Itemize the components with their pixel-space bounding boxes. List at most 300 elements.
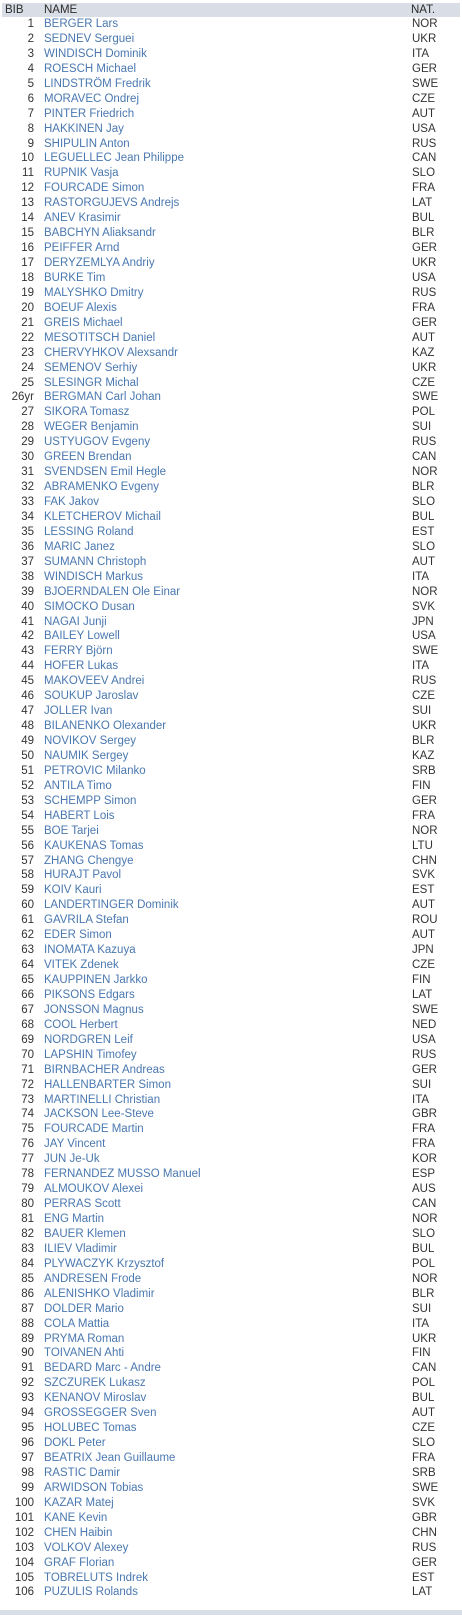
table-row — [2, 1391, 460, 1406]
table-row — [2, 1302, 460, 1317]
table-row — [2, 480, 460, 495]
nationality-code: AUT — [412, 1407, 435, 1420]
athlete-name-link[interactable]: ZHANG Chengye — [44, 854, 134, 867]
bib-number: 106 — [14, 1586, 34, 1599]
nationality-code: LAT — [412, 988, 433, 1001]
athlete-name-link[interactable]: PRYMA Roman — [44, 1332, 125, 1345]
bib-number: 57 — [21, 854, 34, 867]
bib-number: 11 — [22, 167, 34, 180]
nationality-code: NOR — [412, 824, 438, 837]
nationality-code: KAZ — [412, 749, 435, 762]
nationality-code: USA — [412, 630, 436, 643]
nationality-code: GER — [412, 62, 437, 75]
bib-number: 3 — [27, 47, 34, 60]
athlete-name-link[interactable]: FOURCADE Simon — [44, 182, 145, 195]
bib-number: 26yr — [11, 391, 34, 404]
athlete-name-link[interactable]: RASTORGUJEVS Andrejs — [44, 197, 180, 210]
table-row — [2, 525, 460, 540]
athlete-name-link[interactable]: LAPSHIN Timofey — [44, 1048, 137, 1061]
athlete-name-link[interactable]: BILANENKO Olexander — [44, 720, 167, 733]
nationality-code: ROU — [412, 914, 438, 927]
bib-number: 95 — [21, 1422, 34, 1435]
nationality-code: UKR — [412, 257, 437, 269]
athlete-name-link[interactable]: NAUMIK Sergey — [44, 749, 129, 762]
athlete-name-link[interactable]: ANEV Krasimir — [44, 212, 121, 225]
table-row — [2, 839, 460, 854]
table-row — [2, 779, 460, 794]
bib-number: 54 — [21, 809, 34, 822]
athlete-name-link[interactable]: KAZAR Matej — [44, 1496, 114, 1509]
bib-number: 58 — [21, 869, 34, 882]
athlete-name-link[interactable]: RUPNIK Vasja — [44, 167, 119, 180]
athlete-name-link[interactable]: GREIS Michael — [44, 316, 123, 329]
athlete-name-link[interactable]: BERGER Lars — [44, 18, 119, 30]
table-row — [2, 77, 460, 92]
table-row — [2, 794, 460, 809]
nationality-code: SWE — [412, 391, 439, 404]
athlete-name-link[interactable]: BOE Tarjei — [44, 824, 99, 837]
athlete-name-link[interactable]: GROSSEGGER Sven — [44, 1407, 157, 1420]
nationality-code: BLR — [412, 481, 435, 494]
table-row — [2, 898, 460, 913]
athlete-name-link[interactable]: KENANOV Miroslav — [44, 1392, 147, 1405]
bib-number: 102 — [14, 1526, 34, 1539]
bib-number: 88 — [21, 1317, 34, 1330]
athlete-name-link[interactable]: GREEN Brendan — [44, 451, 132, 464]
nationality-code: FRA — [412, 809, 435, 822]
nationality-column-header[interactable]: NAT. — [411, 4, 436, 16]
nationality-code: GER — [412, 242, 437, 255]
table-row — [2, 316, 460, 331]
table-row — [2, 1585, 460, 1600]
table-row — [2, 1197, 460, 1212]
nationality-code: RUS — [412, 137, 437, 150]
nationality-code: POL — [412, 1257, 436, 1270]
nationality-code: ITA — [412, 47, 430, 60]
nationality-code: FIN — [412, 974, 431, 986]
athlete-name-link[interactable]: FAK Jakov — [44, 496, 99, 508]
athlete-name-link[interactable]: MARTINELLI Christian — [44, 1093, 161, 1106]
table-row — [2, 1227, 460, 1242]
table-row — [2, 928, 460, 943]
bib-column-header[interactable]: BIB — [5, 4, 24, 16]
nationality-code: RUS — [412, 675, 437, 688]
athlete-name-link[interactable]: JAY Vincent — [44, 1138, 106, 1151]
bib-number: 22 — [21, 331, 34, 344]
athlete-name-link[interactable]: BJOERNDALEN Ole Einar — [44, 585, 181, 598]
athlete-name-link[interactable]: EDER Simon — [44, 929, 112, 942]
bib-number: 104 — [14, 1556, 34, 1569]
athlete-name-link[interactable]: SEMENOV Serhiy — [44, 361, 138, 374]
table-row — [2, 883, 460, 898]
bib-number: 49 — [21, 735, 34, 747]
athlete-name-link[interactable]: BURKE Tim — [44, 271, 106, 284]
athlete-name-link[interactable]: DOKL Peter — [44, 1437, 106, 1450]
table-row — [2, 1466, 460, 1481]
athlete-name-link[interactable]: GAVRILA Stefan — [44, 914, 129, 927]
athlete-name-link[interactable]: NOVIKOV Sergey — [44, 735, 137, 747]
nationality-code: SLO — [412, 496, 436, 508]
bib-number: 28 — [21, 421, 34, 434]
nationality-code: CZE — [412, 1422, 435, 1435]
athlete-name-link[interactable]: PETROVIC Milanko — [44, 764, 146, 777]
nationality-code: KAZ — [412, 346, 435, 359]
bib-number: 36 — [21, 540, 34, 553]
bib-number: 51 — [21, 764, 34, 777]
bib-number: 82 — [21, 1227, 34, 1240]
athlete-name-link[interactable]: SVENDSEN Emil Hegle — [44, 466, 167, 479]
nationality-code: EST — [412, 525, 435, 538]
bib-number: 17 — [21, 257, 34, 269]
nationality-code: ESP — [412, 1168, 436, 1181]
athlete-name-link[interactable]: ILIEV Vladimir — [44, 1242, 117, 1255]
bib-number: 71 — [21, 1063, 34, 1076]
nationality-code: NOR — [412, 585, 438, 598]
athlete-name-link[interactable]: NORDGREN Leif — [44, 1033, 133, 1046]
bib-number: 72 — [21, 1078, 34, 1091]
table-row — [2, 1272, 460, 1287]
athlete-name-link[interactable]: SOUKUP Jaroslav — [44, 690, 139, 703]
bib-number: 37 — [21, 555, 34, 568]
athlete-name-link[interactable]: JOLLER Ivan — [44, 705, 113, 718]
athlete-name-link[interactable]: BIRNBACHER Andreas — [44, 1063, 165, 1076]
athlete-name-link[interactable]: MAKOVEEV Andrei — [44, 675, 145, 688]
bib-number: 64 — [21, 959, 34, 972]
athlete-name-link[interactable]: GRAF Florian — [44, 1556, 115, 1569]
table-row — [2, 704, 460, 719]
nationality-code: CAN — [412, 451, 437, 464]
table-row — [2, 331, 460, 346]
table-row — [2, 1033, 460, 1048]
table-row — [2, 241, 460, 256]
bib-number: 19 — [21, 286, 34, 299]
athlete-name-link[interactable]: PERRAS Scott — [44, 1198, 121, 1211]
nationality-code: GBR — [412, 1511, 437, 1524]
athlete-name-link[interactable]: MALYSHKO Dmitry — [44, 286, 144, 299]
athlete-name-link[interactable]: KAUKENAS Tomas — [44, 839, 144, 852]
athlete-name-link[interactable]: FERRY Björn — [44, 645, 113, 658]
athlete-name-link[interactable]: SCHEMPP Simon — [44, 794, 137, 807]
bib-number: 25 — [21, 376, 34, 389]
athlete-name-link[interactable]: BAILEY Lowell — [44, 630, 120, 643]
table-row — [2, 1346, 460, 1361]
nationality-code: UKR — [412, 361, 437, 374]
nationality-code: ITA — [412, 1317, 430, 1330]
table-row — [2, 405, 460, 420]
nationality-code: GER — [412, 316, 437, 329]
athlete-name-link[interactable]: NAGAI Junji — [44, 615, 107, 628]
bib-number: 46 — [21, 690, 34, 703]
athlete-name-link[interactable]: ENG Martin — [44, 1213, 105, 1225]
nationality-code: BUL — [412, 212, 435, 225]
athlete-name-link[interactable]: JONSSON Magnus — [44, 1003, 144, 1016]
bib-number: 103 — [14, 1541, 34, 1554]
table-row — [2, 17, 460, 32]
athlete-name-link[interactable]: ABRAMENKO Evgeny — [44, 481, 160, 494]
athlete-name-link[interactable]: JACKSON Lee-Steve — [44, 1108, 154, 1121]
athlete-name-link[interactable]: BERGMAN Carl Johan — [44, 391, 161, 404]
bib-number: 91 — [21, 1362, 34, 1375]
athlete-name-link[interactable]: BABCHYN Aliaksandr — [44, 227, 156, 240]
bib-number: 83 — [21, 1242, 34, 1255]
bib-number: 14 — [21, 212, 34, 225]
bib-number: 66 — [21, 988, 34, 1001]
athlete-name-link[interactable]: LEGUELLEC Jean Philippe — [44, 152, 184, 165]
nationality-code: LAT — [412, 1586, 433, 1599]
athlete-name-link[interactable]: COOL Herbert — [44, 1018, 118, 1031]
athlete-name-link[interactable]: CHERVYHKOV Alexsandr — [44, 346, 179, 359]
nationality-code: BUL — [412, 510, 435, 523]
nationality-code: ITA — [412, 1093, 430, 1106]
table-row — [2, 644, 460, 659]
nationality-code: SVK — [412, 1496, 436, 1509]
table-row — [2, 1526, 460, 1541]
nationality-code: FRA — [412, 1123, 435, 1136]
bib-number: 47 — [21, 705, 34, 718]
athlete-name-link[interactable]: MARIC Janez — [44, 540, 115, 553]
table-row — [2, 1122, 460, 1137]
bib-number: 5 — [27, 77, 34, 90]
athlete-name-link[interactable]: BAUER Klemen — [44, 1227, 126, 1240]
athlete-name-link[interactable]: ALENISHKO Vladimir — [44, 1287, 155, 1300]
bib-number: 31 — [21, 466, 34, 479]
table-header-row — [2, 3, 460, 17]
nationality-code: BLR — [412, 735, 435, 747]
nationality-code: AUS — [412, 1183, 436, 1196]
athlete-name-link[interactable]: TOIVANEN Ahti — [44, 1347, 125, 1360]
table-row — [2, 450, 460, 465]
athlete-name-link[interactable]: VOLKOV Alexey — [44, 1541, 129, 1554]
athlete-name-link[interactable]: LESSING Roland — [44, 525, 134, 538]
bib-number: 15 — [21, 227, 34, 240]
athlete-name-link[interactable]: TOBRELUTS Indrek — [44, 1571, 148, 1584]
athlete-name-link[interactable]: COLA Mattia — [44, 1317, 110, 1330]
bib-number: 18 — [21, 271, 34, 284]
nationality-code: NOR — [412, 1213, 438, 1225]
table-row — [2, 62, 460, 77]
nationality-code: BLR — [412, 227, 435, 240]
athlete-name-link[interactable]: SHIPULIN Anton — [44, 137, 130, 150]
table-row — [2, 659, 460, 674]
nationality-code: SWE — [412, 1003, 439, 1016]
athlete-name-link[interactable]: JUN Je-Uk — [44, 1153, 100, 1166]
table-row — [2, 137, 460, 152]
bib-number: 89 — [21, 1332, 34, 1345]
bib-number: 60 — [21, 899, 34, 912]
athlete-name-link[interactable]: BEDARD Marc - Andre — [44, 1362, 161, 1375]
bib-number: 65 — [21, 974, 34, 986]
table-row — [2, 166, 460, 181]
nationality-code: SWE — [412, 645, 439, 658]
athlete-name-link[interactable]: HAKKINEN Jay — [44, 122, 124, 135]
table-row — [2, 1242, 460, 1257]
nationality-code: USA — [412, 1033, 436, 1046]
table-row — [2, 196, 460, 211]
bib-number: 105 — [14, 1571, 34, 1584]
bib-number: 94 — [21, 1407, 34, 1420]
table-row — [2, 151, 460, 166]
nationality-code: SRB — [412, 1466, 436, 1479]
bib-number: 27 — [21, 406, 34, 419]
table-row — [2, 1257, 460, 1272]
table-row — [2, 390, 460, 405]
athlete-name-link[interactable]: SIKORA Tomasz — [44, 406, 130, 419]
athlete-name-link[interactable]: ANTILA Timo — [44, 779, 112, 792]
athlete-name-link[interactable]: PINTER Friedrich — [44, 107, 135, 120]
athlete-name-link[interactable]: INOMATA Kazuya — [44, 944, 136, 957]
table-row — [2, 719, 460, 734]
table-row — [2, 1093, 460, 1108]
athlete-name-link[interactable]: SIMOCKO Dusan — [44, 600, 135, 613]
athlete-name-link[interactable]: CHEN Haibin — [44, 1526, 113, 1539]
nationality-code: USA — [412, 122, 436, 135]
nationality-code: GER — [412, 794, 437, 807]
bib-number: 8 — [27, 122, 34, 135]
nationality-code: CAN — [412, 152, 437, 165]
nationality-code: GBR — [412, 1108, 437, 1121]
bib-number: 77 — [21, 1153, 34, 1166]
nationality-code: FRA — [412, 1138, 435, 1151]
bib-number: 53 — [21, 794, 34, 807]
athlete-name-link[interactable]: KANE Kevin — [44, 1511, 108, 1524]
table-row — [2, 600, 460, 615]
athlete-name-link[interactable]: PUZULIS Rolands — [44, 1586, 138, 1599]
athlete-name-link[interactable]: LINDSTRÖM Fredrik — [44, 77, 151, 90]
nationality-code: EST — [412, 1571, 435, 1584]
bib-number: 73 — [21, 1093, 34, 1106]
athlete-name-link[interactable]: SLESINGR Michal — [44, 376, 139, 389]
nationality-code: SUI — [412, 421, 432, 434]
nationality-code: UKR — [412, 720, 437, 733]
athlete-name-link[interactable]: WINDISCH Markus — [44, 570, 144, 583]
table-row — [2, 1406, 460, 1421]
athlete-name-link[interactable]: HABERT Lois — [44, 809, 115, 822]
bib-number: 63 — [21, 944, 34, 957]
table-footer-bar — [0, 1610, 462, 1615]
bib-number: 74 — [21, 1108, 34, 1121]
name-column-header[interactable]: NAME — [44, 4, 78, 16]
table-row — [2, 988, 460, 1003]
athlete-name-link[interactable]: HOFER Lukas — [44, 660, 119, 673]
nationality-code: AUT — [412, 899, 435, 912]
table-row — [2, 674, 460, 689]
athlete-name-link[interactable]: RASTIC Damir — [44, 1466, 121, 1479]
nationality-code: RUS — [412, 1048, 437, 1061]
bib-number: 97 — [21, 1452, 34, 1464]
table-row — [2, 1556, 460, 1571]
nationality-code: SLO — [412, 1227, 436, 1240]
athlete-name-link[interactable]: FOURCADE Martin — [44, 1123, 144, 1136]
athlete-name-link[interactable]: PEIFFER Arnd — [44, 242, 120, 255]
athlete-name-link[interactable]: HOLUBEC Tomas — [44, 1422, 137, 1435]
athlete-name-link[interactable]: SEDNEV Serguei — [44, 32, 135, 45]
nationality-code: CHN — [412, 1526, 437, 1539]
bib-number: 9 — [27, 137, 34, 150]
start-list-table — [2, 3, 460, 1600]
table-row — [2, 540, 460, 555]
bib-number: 42 — [21, 630, 34, 643]
athlete-name-link[interactable]: WEGER Benjamin — [44, 421, 139, 434]
nationality-code: RUS — [412, 436, 437, 449]
table-row — [2, 376, 460, 391]
table-row — [2, 361, 460, 376]
athlete-name-link[interactable]: BEATRIX Jean Guillaume — [44, 1452, 176, 1464]
bib-number: 23 — [21, 346, 34, 359]
nationality-code: NOR — [412, 466, 438, 479]
athlete-name-link[interactable]: KAUPPINEN Jarkko — [44, 974, 148, 986]
table-row — [2, 435, 460, 450]
bib-number: 13 — [21, 197, 34, 210]
athlete-name-link[interactable]: LANDERTINGER Dominik — [44, 899, 179, 912]
bib-number: 61 — [21, 914, 34, 927]
athlete-name-link[interactable]: FERNANDEZ MUSSO Manuel — [44, 1168, 201, 1181]
table-row — [2, 211, 460, 226]
athlete-name-link[interactable]: WINDISCH Dominik — [44, 47, 147, 60]
nationality-code: SLO — [412, 540, 436, 553]
nationality-code: BUL — [412, 1392, 435, 1405]
bib-number: 69 — [21, 1033, 34, 1046]
nationality-code: USA — [412, 271, 436, 284]
athlete-name-link[interactable]: ROESCH Michael — [44, 62, 137, 75]
athlete-name-link[interactable]: SUMANN Christoph — [44, 555, 147, 568]
athlete-name-link[interactable]: HALLENBARTER Simon — [44, 1078, 171, 1091]
athlete-name-link[interactable]: ANDRESEN Frode — [44, 1272, 142, 1285]
athlete-name-link[interactable]: HURAJT Pavol — [44, 869, 122, 882]
table-row — [2, 47, 460, 62]
bib-number: 79 — [21, 1183, 34, 1196]
bib-number: 7 — [27, 107, 34, 120]
nationality-code: SUI — [412, 1078, 432, 1091]
athlete-name-link[interactable]: MORAVEC Ondrej — [44, 92, 140, 105]
athlete-name-link[interactable]: KLETCHEROV Michail — [44, 510, 161, 523]
nationality-code: EST — [412, 884, 435, 897]
nationality-code: SLO — [412, 167, 436, 180]
bib-number: 62 — [21, 929, 34, 942]
athlete-name-link[interactable]: USTYUGOV Evgeny — [44, 436, 151, 449]
table-row — [2, 1511, 460, 1526]
nationality-code: LTU — [412, 839, 433, 852]
bib-number: 59 — [21, 884, 34, 897]
bib-number: 45 — [21, 675, 34, 688]
athlete-name-link[interactable]: ARWIDSON Tobias — [44, 1481, 144, 1494]
athlete-name-link[interactable]: VITEK Zdenek — [44, 959, 119, 972]
bib-number: 99 — [21, 1481, 34, 1494]
nationality-code: SVK — [412, 600, 436, 613]
athlete-name-link[interactable]: MESOTITSCH Daniel — [44, 331, 156, 344]
athlete-name-link[interactable]: DERYZEMLYA Andriy — [44, 257, 155, 269]
nationality-code: SUI — [412, 705, 432, 718]
athlete-name-link[interactable]: DOLDER Mario — [44, 1302, 124, 1315]
athlete-name-link[interactable]: ALMOUKOV Alexei — [44, 1183, 144, 1196]
table-row — [2, 1317, 460, 1332]
table-row — [2, 1048, 460, 1063]
athlete-name-link[interactable]: PLYWACZYK Krzysztof — [44, 1257, 165, 1270]
athlete-name-link[interactable]: KOIV Kauri — [44, 884, 102, 897]
bib-number: 90 — [21, 1347, 34, 1360]
athlete-name-link[interactable]: PIKSONS Edgars — [44, 988, 135, 1001]
nationality-code: UKR — [412, 32, 437, 45]
nationality-code: CZE — [412, 690, 435, 703]
bib-number: 75 — [21, 1123, 34, 1136]
table-row — [2, 495, 460, 510]
nationality-code: FIN — [412, 779, 431, 792]
bib-number: 44 — [21, 660, 34, 673]
table-row — [2, 868, 460, 883]
athlete-name-link[interactable]: BOEUF Alexis — [44, 301, 117, 314]
athlete-name-link[interactable]: SZCZUREK Lukasz — [44, 1377, 146, 1390]
nationality-code: SLO — [412, 1437, 436, 1450]
table-row — [2, 570, 460, 585]
